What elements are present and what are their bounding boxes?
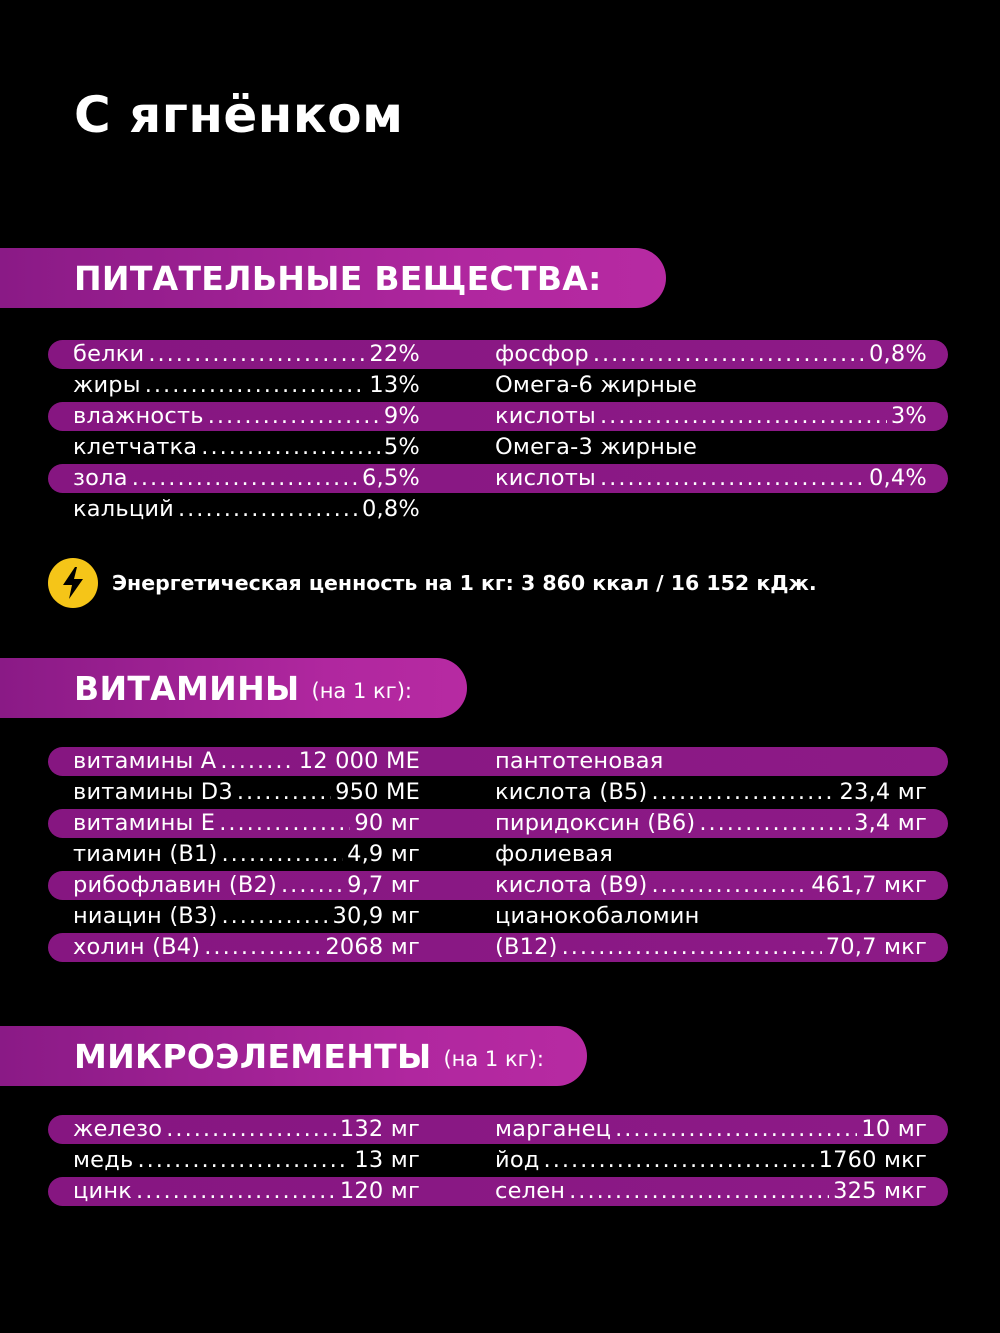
table-cell — [495, 808, 927, 839]
table-cell — [73, 432, 420, 463]
dot-leader — [651, 781, 835, 804]
row-label: селен — [495, 1178, 566, 1205]
row-label: медь — [73, 1147, 134, 1174]
nutrients-table — [48, 339, 948, 525]
table-row — [48, 870, 948, 901]
row-label: кальций — [73, 496, 174, 523]
microelements-subheading: (на 1 кг): — [443, 1047, 544, 1071]
row-label: цинк — [73, 1178, 133, 1205]
table-cell — [73, 463, 420, 494]
dot-leader — [145, 374, 366, 397]
row-value: 10 мг — [861, 1116, 927, 1143]
row-label: кислоты — [495, 465, 597, 492]
nutrients-banner — [0, 248, 666, 308]
row-label: железо — [73, 1116, 163, 1143]
dot-leader — [544, 1149, 815, 1172]
table-row — [48, 932, 948, 963]
table-row — [48, 494, 948, 525]
row-label: пантотеновая — [495, 748, 664, 775]
row-label: фолиевая — [495, 841, 614, 868]
vitamins-table — [48, 746, 948, 963]
row-value: 12 000 МЕ — [298, 748, 420, 775]
row-value: 1760 мкг — [818, 1147, 927, 1174]
table-row — [48, 370, 948, 401]
dot-leader — [237, 781, 331, 804]
table-cell — [73, 777, 420, 808]
table-cell — [495, 401, 927, 432]
table-cell — [495, 1176, 927, 1207]
dot-leader — [148, 343, 365, 366]
table-cell — [73, 746, 420, 777]
table-cell — [495, 839, 927, 870]
row-label: ниацин (В3) — [73, 903, 218, 930]
table-row — [48, 339, 948, 370]
table-cell — [73, 932, 420, 963]
table-cell — [73, 401, 420, 432]
dot-leader — [221, 905, 328, 928]
row-label: кислота (В5) — [495, 779, 648, 806]
table-cell — [495, 932, 927, 963]
dot-leader — [615, 1118, 857, 1141]
row-value: 0,8% — [869, 341, 927, 368]
row-value: 325 мкг — [833, 1178, 927, 1205]
dot-leader — [221, 843, 343, 866]
table-row — [48, 901, 948, 932]
row-label: йод — [495, 1147, 540, 1174]
page-title: С ягнёнком — [74, 86, 404, 144]
table-cell — [73, 808, 420, 839]
dot-leader — [208, 405, 380, 428]
row-value: 0,8% — [362, 496, 420, 523]
microelements-banner — [0, 1026, 587, 1086]
table-cell — [73, 839, 420, 870]
table-cell — [73, 870, 420, 901]
table-row — [48, 808, 948, 839]
row-label: пиридоксин (В6) — [495, 810, 696, 837]
row-label: кислота (В9) — [495, 872, 648, 899]
table-cell — [73, 494, 420, 525]
dot-leader — [137, 1149, 350, 1172]
row-value: 23,4 мг — [839, 779, 927, 806]
table-cell — [73, 1145, 420, 1176]
vitamins-subheading: (на 1 кг): — [311, 679, 412, 703]
row-label: жиры — [73, 372, 141, 399]
table-cell — [495, 870, 927, 901]
vitamins-heading: ВИТАМИНЫ — [74, 668, 300, 708]
row-value: 30,9 мг — [332, 903, 420, 930]
microelements-table — [48, 1114, 948, 1207]
row-label: белки — [73, 341, 145, 368]
table-row — [48, 746, 948, 777]
table-row — [48, 777, 948, 808]
dot-leader — [219, 812, 350, 835]
energy-value — [48, 558, 817, 608]
dot-leader — [281, 874, 343, 897]
row-label: клетчатка — [73, 434, 198, 461]
row-label: кислоты — [495, 403, 597, 430]
dot-leader — [178, 498, 358, 521]
row-value: 461,7 мкг — [811, 872, 927, 899]
table-row — [48, 401, 948, 432]
row-value: 3% — [890, 403, 927, 430]
table-cell — [73, 370, 420, 401]
row-label: витамины Е — [73, 810, 216, 837]
row-label: витамины А — [73, 748, 217, 775]
dot-leader — [651, 874, 807, 897]
row-value: 22% — [369, 341, 420, 368]
table-cell — [495, 901, 927, 932]
dot-leader — [593, 343, 865, 366]
row-value: 9% — [383, 403, 420, 430]
row-value: 950 МЕ — [335, 779, 420, 806]
dot-leader — [166, 1118, 336, 1141]
dot-leader — [204, 936, 321, 959]
table-cell — [73, 1176, 420, 1207]
table-cell — [495, 777, 927, 808]
row-label: марганец — [495, 1116, 612, 1143]
dot-leader — [201, 436, 380, 459]
table-cell — [73, 339, 420, 370]
table-row — [48, 1114, 948, 1145]
row-label: Омега-3 жирные — [495, 434, 698, 461]
dot-leader — [132, 467, 358, 490]
row-label: Омега-6 жирные — [495, 372, 698, 399]
row-value: 9,7 мг — [347, 872, 420, 899]
row-value: 120 мг — [339, 1178, 420, 1205]
row-value: 13% — [369, 372, 420, 399]
row-label: цианокобаломин — [495, 903, 700, 930]
table-row — [48, 1176, 948, 1207]
table-cell — [495, 1114, 927, 1145]
table-cell — [495, 1145, 927, 1176]
row-label: витамины D3 — [73, 779, 233, 806]
row-label: влажность — [73, 403, 204, 430]
dot-leader — [220, 750, 294, 773]
row-label: тиамин (В1) — [73, 841, 218, 868]
row-value: 13 мг — [354, 1147, 420, 1174]
row-value: 0,4% — [869, 465, 927, 492]
lightning-icon — [48, 558, 98, 608]
row-label: (В12) — [495, 934, 558, 961]
microelements-heading: МИКРОЭЛЕМЕНТЫ — [74, 1036, 432, 1076]
table-row — [48, 1145, 948, 1176]
table-cell — [495, 432, 927, 463]
dot-leader — [699, 812, 850, 835]
table-cell — [73, 901, 420, 932]
dot-leader — [600, 467, 865, 490]
table-row — [48, 463, 948, 494]
row-value: 6,5% — [362, 465, 420, 492]
row-label: фосфор — [495, 341, 589, 368]
dot-leader — [600, 405, 887, 428]
table-cell — [495, 746, 927, 777]
vitamins-banner — [0, 658, 467, 718]
table-row — [48, 432, 948, 463]
row-label: холин (В4) — [73, 934, 201, 961]
dot-leader — [569, 1180, 829, 1203]
nutrients-heading: ПИТАТЕЛЬНЫЕ ВЕЩЕСТВА: — [74, 258, 602, 298]
row-value: 5% — [383, 434, 420, 461]
table-cell — [495, 463, 927, 494]
table-row — [48, 839, 948, 870]
table-cell — [73, 1114, 420, 1145]
row-label: зола — [73, 465, 128, 492]
dot-leader — [136, 1180, 336, 1203]
row-label: рибофлавин (В2) — [73, 872, 278, 899]
row-value: 3,4 мг — [854, 810, 927, 837]
table-cell — [495, 339, 927, 370]
row-value: 70,7 мкг — [825, 934, 927, 961]
row-value: 132 мг — [339, 1116, 420, 1143]
row-value: 90 мг — [354, 810, 420, 837]
row-value: 4,9 мг — [347, 841, 420, 868]
row-value: 2068 мг — [325, 934, 420, 961]
energy-text: Энергетическая ценность на 1 кг: 3 860 ккал / 16 152 кДж. — [112, 571, 817, 595]
dot-leader — [562, 936, 822, 959]
table-cell — [495, 370, 927, 401]
